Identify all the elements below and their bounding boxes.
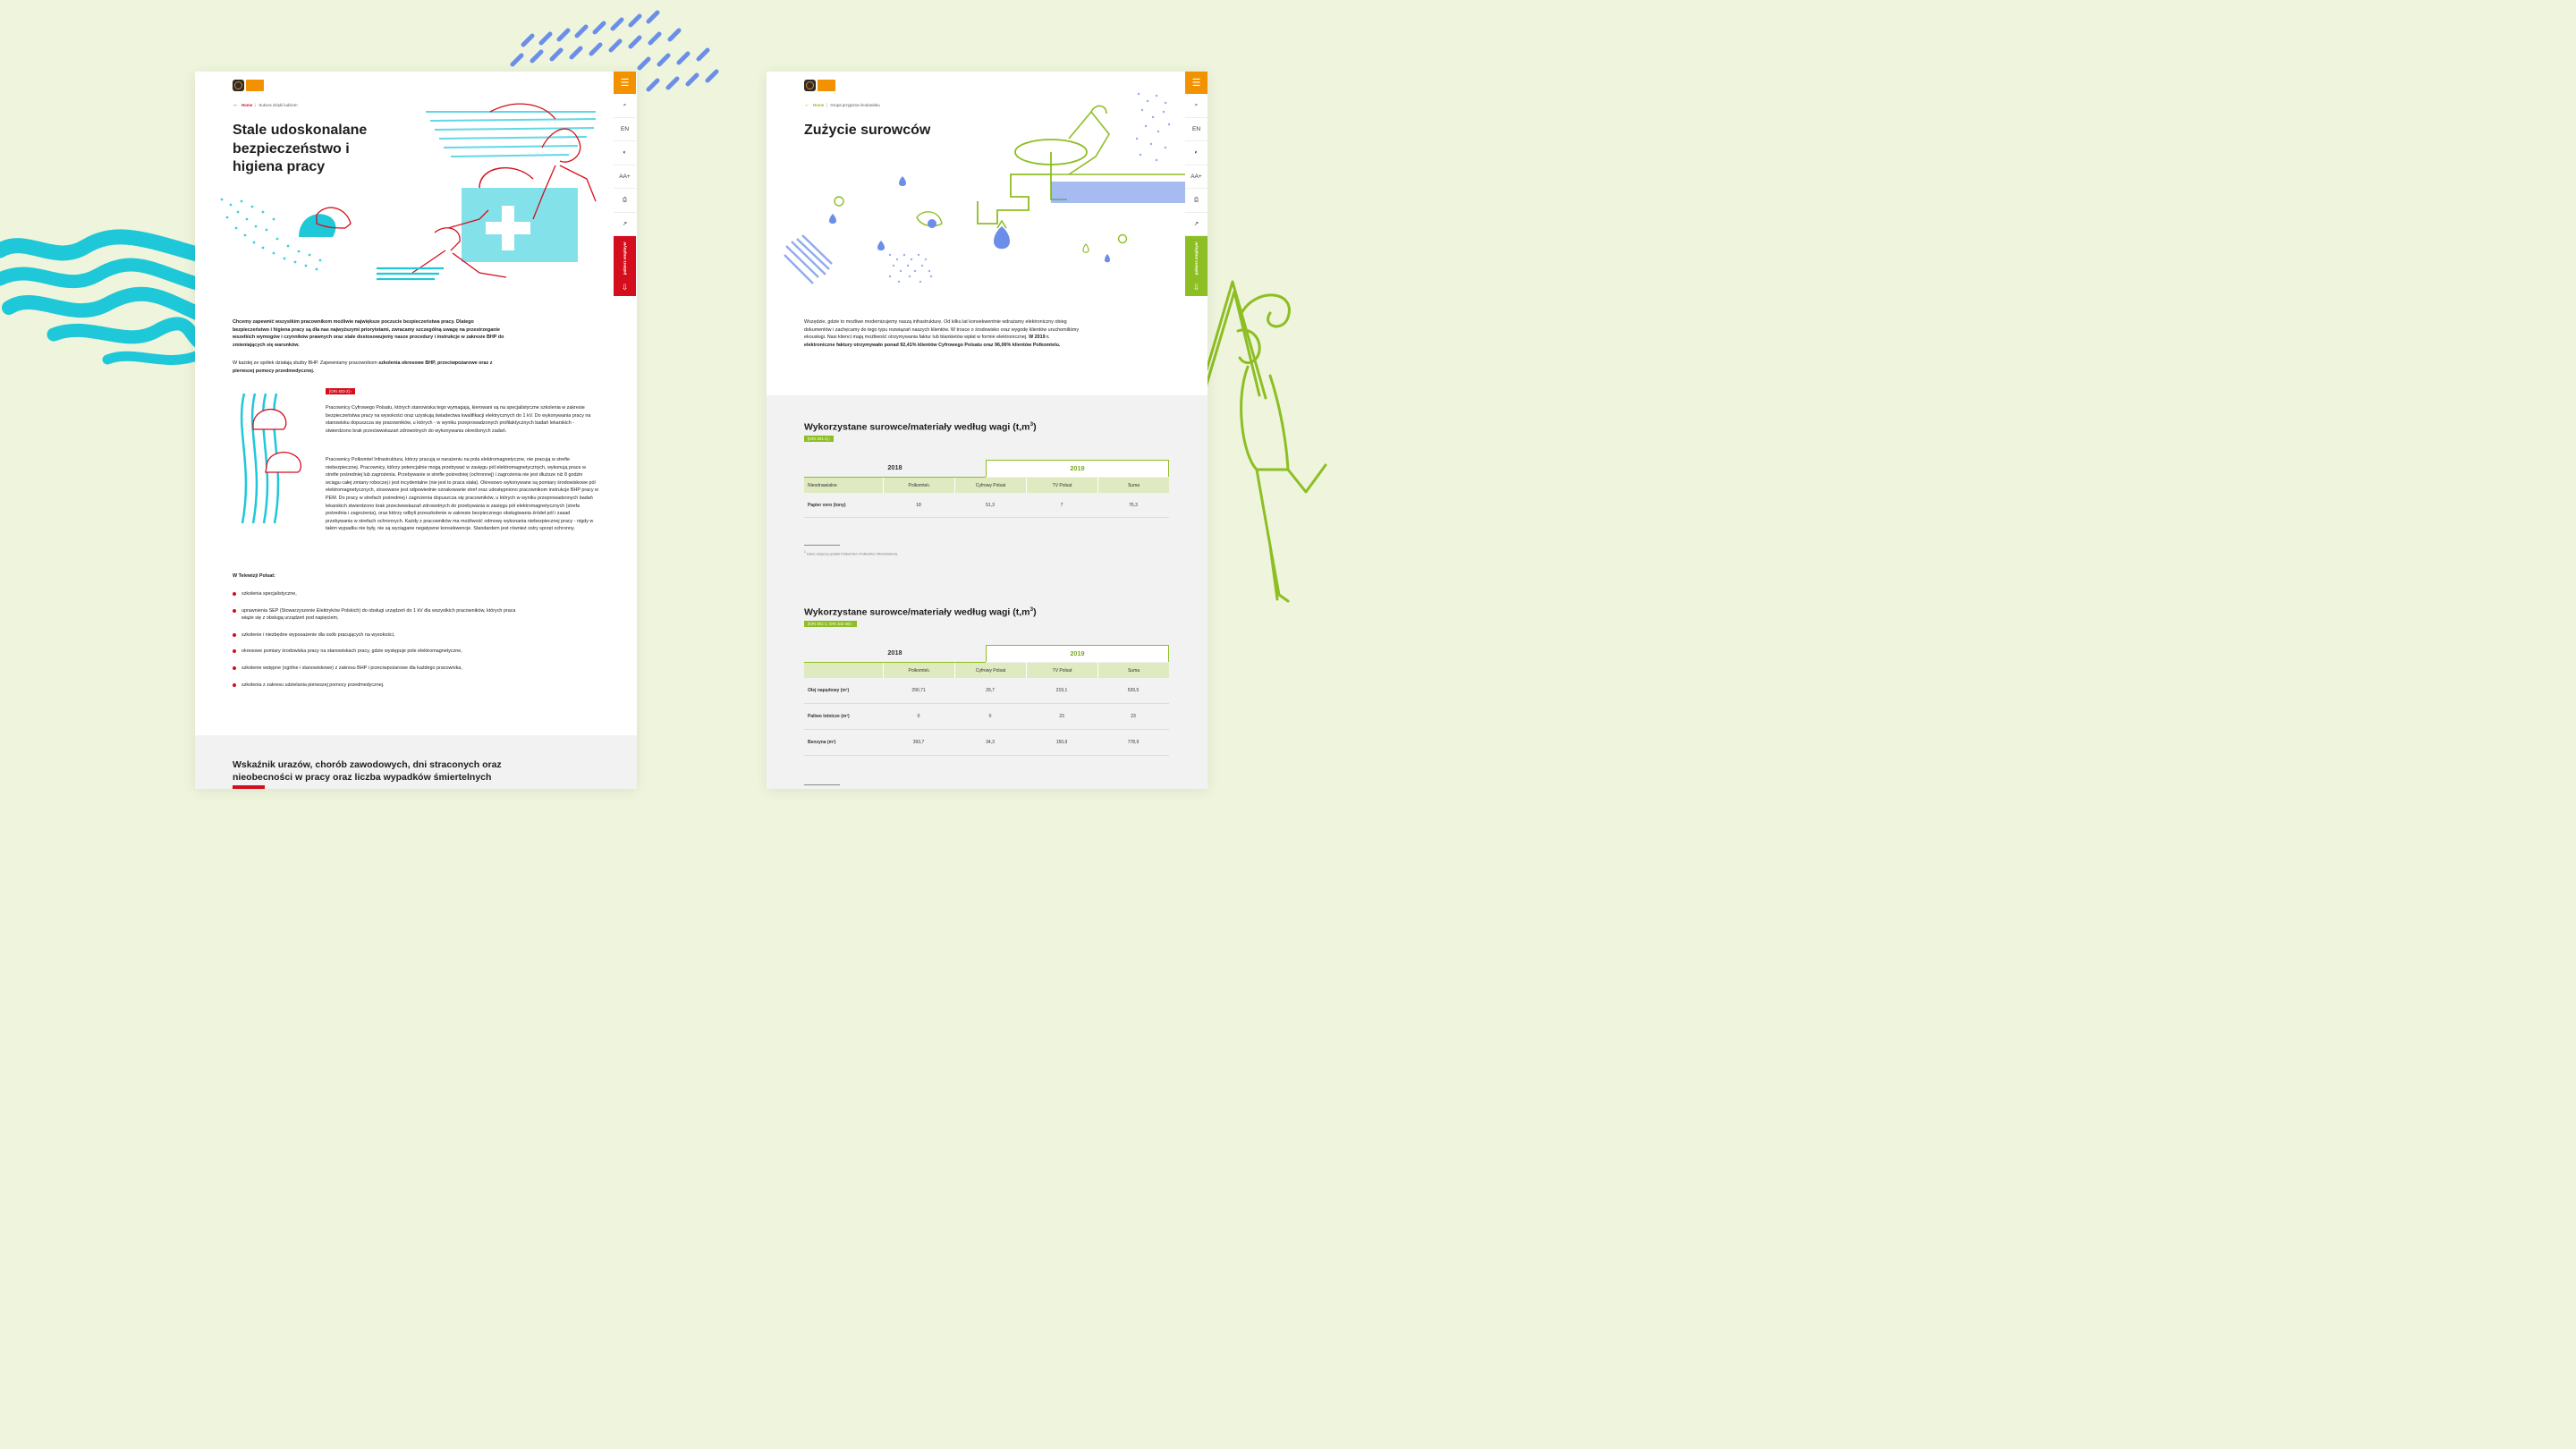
download-label: pobierz employer (623, 242, 627, 275)
list-item: szkolenie i niezbędne wyposażenie dla osób pracujących na wysokości, (233, 631, 519, 640)
left-sidebar-toolbar (614, 72, 636, 296)
materials-table-2 (804, 645, 1169, 756)
hamburger-menu-icon[interactable]: ☰ (1185, 72, 1208, 94)
breadcrumb-home-link[interactable]: Home (242, 103, 253, 107)
next-section-heading: Wskaźnik urazów, chorób zawodowych, dni straconych oraz nieobecności w pracy oraz liczba wypadków śmiertelnych (233, 759, 502, 783)
share-icon[interactable]: ↗ (1185, 213, 1208, 237)
contrast-icon[interactable]: ◐ (614, 141, 636, 165)
back-arrow-icon[interactable]: ← (233, 102, 239, 108)
logo-wordmark (246, 80, 264, 91)
print-icon[interactable]: ⎙ (614, 189, 636, 213)
safety-hero-illustration (211, 94, 614, 286)
year-tabs (804, 460, 1169, 478)
year-tabs (804, 645, 1169, 663)
breadcrumb-home-link[interactable]: Home (813, 103, 825, 107)
materials-table-1 (804, 460, 1169, 518)
intro-bold-paragraph: Chcemy zapewnić wszystkim pracownikom możliwie największe poczucie bezpieczeństwa pracy. Dlatego bezpieczeństwo i higiena pracy są dla nas najwyższymi priorytetami, zwracamy szczególną uwagę na przestrzeganie wszelkich wymogów i czynników prawnych oraz stale dostosowujemy nasze procedury i instrukcje w zakresie BHP do zmieniających się warunków. (233, 319, 504, 348)
helmets-illustration (235, 394, 307, 528)
list-item: uprawnienia SEP (Stowarzyszenie Elektryków Polskich) do obsługi urządzeń do 1 kV dla wszystkich pracowników, których praca wiąże się z obsługą urządzeń pod napięciem, (233, 607, 519, 623)
breadcrumb-current: Sukces dzięki ludziom (258, 103, 298, 107)
list-item: okresowe pomiary środowiska pracy na stanowiskach pracy, gdzie występuje pole elektromagnetyczne, (233, 648, 519, 656)
table1-footnote: $^1$ Dane dotyczą spółek Polkomtel i Polkomtel Infrastruktura. (804, 550, 899, 556)
language-switch-button[interactable]: EN (1185, 118, 1208, 142)
download-button[interactable] (1185, 236, 1208, 296)
training-list (233, 590, 519, 698)
gri-403-3-tag[interactable]: [GRI 403-3] › (326, 388, 355, 394)
next-section-red-bar (233, 785, 265, 789)
year-tab-2019[interactable]: 2019 (986, 645, 1169, 662)
body-paragraph-1: Pracownicy Cyfrowego Polsatu, których stanowiska tego wymagają, kierowani są na specjalistyczne szkolenia w zakresie bezpieczeństwa pracy na wysokości oraz uzyskują świadectwa kwalifikacji elektrycznych do 1 kV. Do wykonywania pracy na stanowisku dopuszcza się pracowników, u których - w wyniku przeprowadzonych profilaktycznych badań lekarskich - stwierdzono brak przeciwwskazań zdrowotnych do wykonywania określonych zadań. (326, 405, 591, 434)
table-row: Olej napędowy (m³) 290,71 29,7 219,1 539,5 (804, 678, 1169, 704)
right-report-page (767, 72, 1208, 789)
list-item: szkolenie wstępne (ogólne i stanowiskowe) z zakresu BHP i przeciwpożarowe dla każdego pracownika, (233, 665, 519, 673)
table-row: Paliwo lotnicze (m³) 0 0 23 23 (804, 704, 1169, 730)
company-logo[interactable] (233, 80, 264, 91)
year-tab-2018[interactable]: 2018 (887, 463, 902, 471)
breadcrumb: ← Home | Sukces dzięki ludziom (233, 102, 298, 108)
body-paragraph-2: Pracownicy Polkomtel Infrastruktura, którzy pracują w narażeniu na pola elektromagnetyczne, nie pracują w strefie niebezpiecznej. Pracownicy, którzy potencjalnie mogą przebywać w zasięgu pól elektromagnetycznych, wykonują prace w strefie pośredniej lub zagrożenia. Przebywanie w strefie pośredniej (ochronnej) i zagrożenia nie jest dłuższe niż 8 godzin wciągu całej zmiany roboczej i jest incydentalne (nie jest to praca stała). Okresowo wykonywane są pomiary środowiskowe pól elektromagnetycznych, stosowane jest odpowiednie oznakowanie stref oraz udostępniono pracownikom instrukcje BHP pracy w PEM. Do pracy w strefach pośredniej i zagrożenia dopuszcza się pracowników, u których w wyniku przeprowadzonych badań lekarskich stwierdzono brak przeciwwskazań zdrowotnych do przebywania w zasięgu pól elektromagnetycznych (strefa pośrednia i zagrożenia), oraz którzy odbyli przeszkolenie w zakresie bezpiecznego obsługiwania źródeł pól i zasad przebywania w strefach ochronnych. Każdy z pracowników ma możliwość odmowy wykonania niebezpiecznej pracy - nigdy w takim wypadku nie były, nie są wyciągane negatywne konsekwencje. Standardem jest również ostry sprzęt ochronny. (326, 457, 598, 532)
list-item: szkolenia z zakresu udzielania pierwszej pomocy przedmedycznej. (233, 682, 519, 690)
table-header: Nieodnawialne Polkomtel 1 Cyfrowy Polsat TV Polsat Suma (804, 478, 1169, 493)
download-button[interactable] (614, 236, 636, 296)
left-report-page (195, 72, 637, 789)
breadcrumb: ← Home | Grupa przyjazna środowisku (804, 102, 880, 108)
table-row: Benzyna (m³) 393,7 34,3 150,9 778,9 (804, 730, 1169, 756)
gri-301-1-tag[interactable]: [GRI 301-1] › (804, 436, 834, 442)
logo-mark-icon (233, 80, 244, 91)
font-size-button[interactable]: AA+ (614, 165, 636, 190)
year-tab-2018[interactable]: 2018 (887, 648, 902, 657)
download-pdf-icon: ⇩ (1192, 283, 1200, 292)
breadcrumb-current: Grupa przyjazna środowisku (830, 103, 880, 107)
search-icon[interactable]: ⌕ (1185, 94, 1208, 118)
water-tap-illustration (783, 85, 1185, 300)
share-icon[interactable]: ↗ (614, 213, 636, 237)
hamburger-menu-icon[interactable]: ☰ (614, 72, 636, 94)
gri-301-1-102-48-tag[interactable]: [GRI 301-1, GRI 102-48] › (804, 621, 857, 627)
list-title: W Telewizji Polsat: (233, 573, 275, 579)
year-tab-2019[interactable]: 2019 (986, 460, 1169, 477)
search-icon[interactable]: ⌕ (614, 94, 636, 118)
table1-title: Wykorzystane surowce/materiały według wagi $(t,m^3)$ (804, 421, 1037, 433)
intro-paragraph: Wszędzie, gdzie to możliwe modernizujemy naszą infrastrukturę. Od kilku lat konsekwentnie wdrażamy elektroniczny obieg dokumentów i zachęcamy do tego typu rozwiązań naszych klientów. W trosce o środowisko oraz wygodę klientów uruchomiliśmy ekousługi. Nasi klienci mają możliwość otrzymywania faktur lub blankietów wpłat w formie elektronicznej. W 2019 r. elektroniczne faktury otrzymywało ponad 92,41% klientów Cyfrowego Polsatu oraz 96,06% klientów Polkomtelu. (804, 319, 1080, 348)
download-pdf-icon: ⇩ (621, 283, 629, 292)
list-item: szkolenia specjalistyczne, (233, 590, 519, 598)
intro-paragraph-2: W każdej ze spółek działają służby BHP. Zapewniamy pracownikom szkolenia okresowe BHP, przeciwpożarowe oraz z pierwszej pomocy przedmedycznej. (233, 360, 493, 374)
table-header: Polkomtel 1 Cyfrowy Polsat TV Polsat Suma (804, 663, 1169, 678)
page-title: Zużycie surowców (804, 123, 931, 138)
download-label: pobierz employer (1194, 242, 1199, 275)
font-size-button[interactable]: AA+ (1185, 165, 1208, 190)
back-arrow-icon[interactable]: ← (804, 102, 810, 108)
cyan-brush-waves (0, 234, 201, 377)
footnote-rule (804, 545, 840, 546)
footnote-rule (804, 784, 840, 785)
table2-title: Wykorzystane surowce/materiały według wagi $(t,m^3)$ (804, 606, 1037, 618)
right-sidebar-toolbar (1185, 72, 1208, 296)
print-icon[interactable]: ⎙ (1185, 189, 1208, 213)
contrast-icon[interactable]: ◐ (1185, 141, 1208, 165)
table-row: Papier xero (tony) 18 51,3 7 76,3 (804, 493, 1169, 518)
page-title: Stale udoskonalane bezpieczeństwo i higiena pracy (233, 123, 368, 174)
language-switch-button[interactable]: EN (614, 118, 636, 142)
